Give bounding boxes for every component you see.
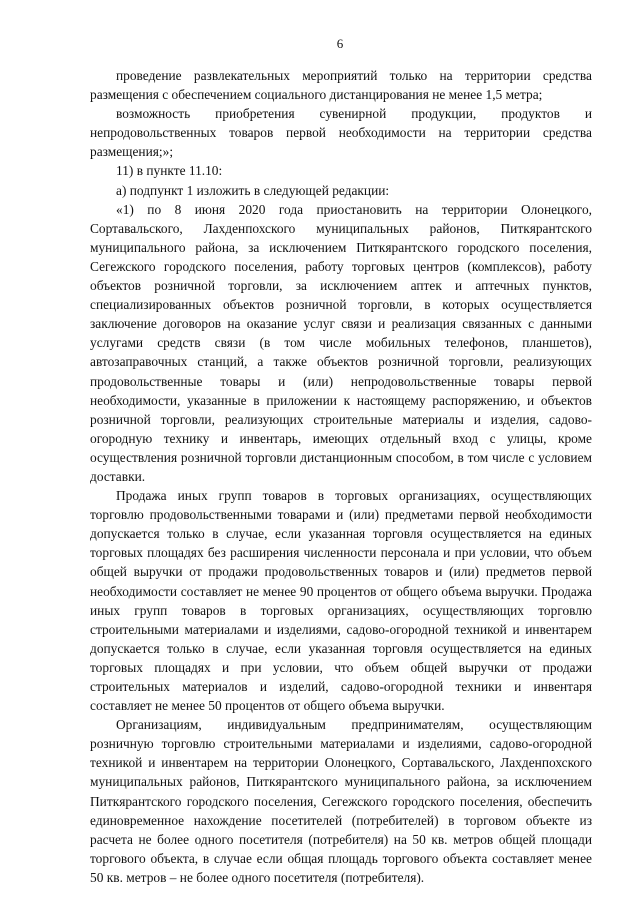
paragraph-subitem-a: а) подпункт 1 изложить в следующей редакции:	[116, 182, 390, 198]
document-body	[90, 66, 592, 887]
paragraph-sale-of-other-goods: Продажа иных групп товаров в торговых организациях, осуществляющих торговлю продовольственными товарами и (или) предметами первой необходимости допускается только в случае, если указанная торговля осуществляется на единых торговых площадях без расширения численности персонала и при условии, что объем общей выручки от продажи продовольственных товаров и (или) предметов первой необходимости составляет не менее 90 процентов от общего объема выручки. Продажа иных групп товаров в торговых организациях, осуществляющих торговлю строительными материалами и изделиями, садово-огородной техникой и инвентарем допускается только в случае, если указанная торговля осуществляется на единых торговых площадях и при условии, что объем общей выручки от продажи строительных материалов и изделий, садово-огородной техники и инвентаря составляет не менее 50 процентов от общего объема выручки.	[90, 488, 592, 714]
paragraph-suspension-of-trade: «1) по 8 июня 2020 года приостановить на территории Олонецкого, Сортавальского, Лахденпохского муниципальных районов, Питкярантского муниципального района, за исключением Питкярантского городского поселения, Сегежского городского поселения, работу торговых центров (комплексов), работу объектов розничной торговли, за исключением аптек и аптечных пунктов, специализированных объектов розничной торговли, в которых осуществляется заключение договоров на оказание услуг связи и реализация связанных с данными услугами средств связи (в том числе мобильных телефонов, планшетов), автозаправочных станций, а также объектов розничной торговли, реализующих продовольственные товары и (или) непродовольственные товары первой необходимости, указанные в приложении к настоящему распоряжению, и объектов розничной торговли, реализующих строительные материалы и изделия, садово-огородную технику и инвентарь, имеющих отдельный вход с улицы, кроме осуществления розничной торговли дистанционным способом, в том числе с условием доставки.	[90, 201, 592, 484]
page-number: 6	[336, 36, 344, 51]
paragraph-souvenir-purchase: возможность приобретения сувенирной продукции, продуктов и непродовольственных товаров первой необходимости на территории средства размещения;»;	[90, 106, 592, 160]
paragraph-item-11: 11) в пункте 11.10:	[116, 163, 223, 179]
paragraph-entertainment-events: проведение развлекательных мероприятий только на территории средства размещения с обеспечением социального дистанцирования не менее 1,5 метра;	[90, 68, 592, 103]
paragraph-visitor-limits: Организациям, индивидуальным предпринимателям, осуществляющим розничную торговлю строительными материалами и изделиями, садово-огородной техникой и инвентарем на территории Олонецкого, Сортавальского, Лахденпохского муниципальных районов, Питкярантского муниципального района, за исключением Питкярантского городского поселения, Сегежского городского поселения, обеспечить единовременное нахождение посетителей (потребителей) в торговом объекте из расчета не более одного посетителя (потребителя) на 50 кв. метров общей площади торгового объекта, в случае если общая площадь торгового объекта составляет менее 50 кв. метров – не более одного посетителя (потребителя).	[90, 717, 592, 885]
